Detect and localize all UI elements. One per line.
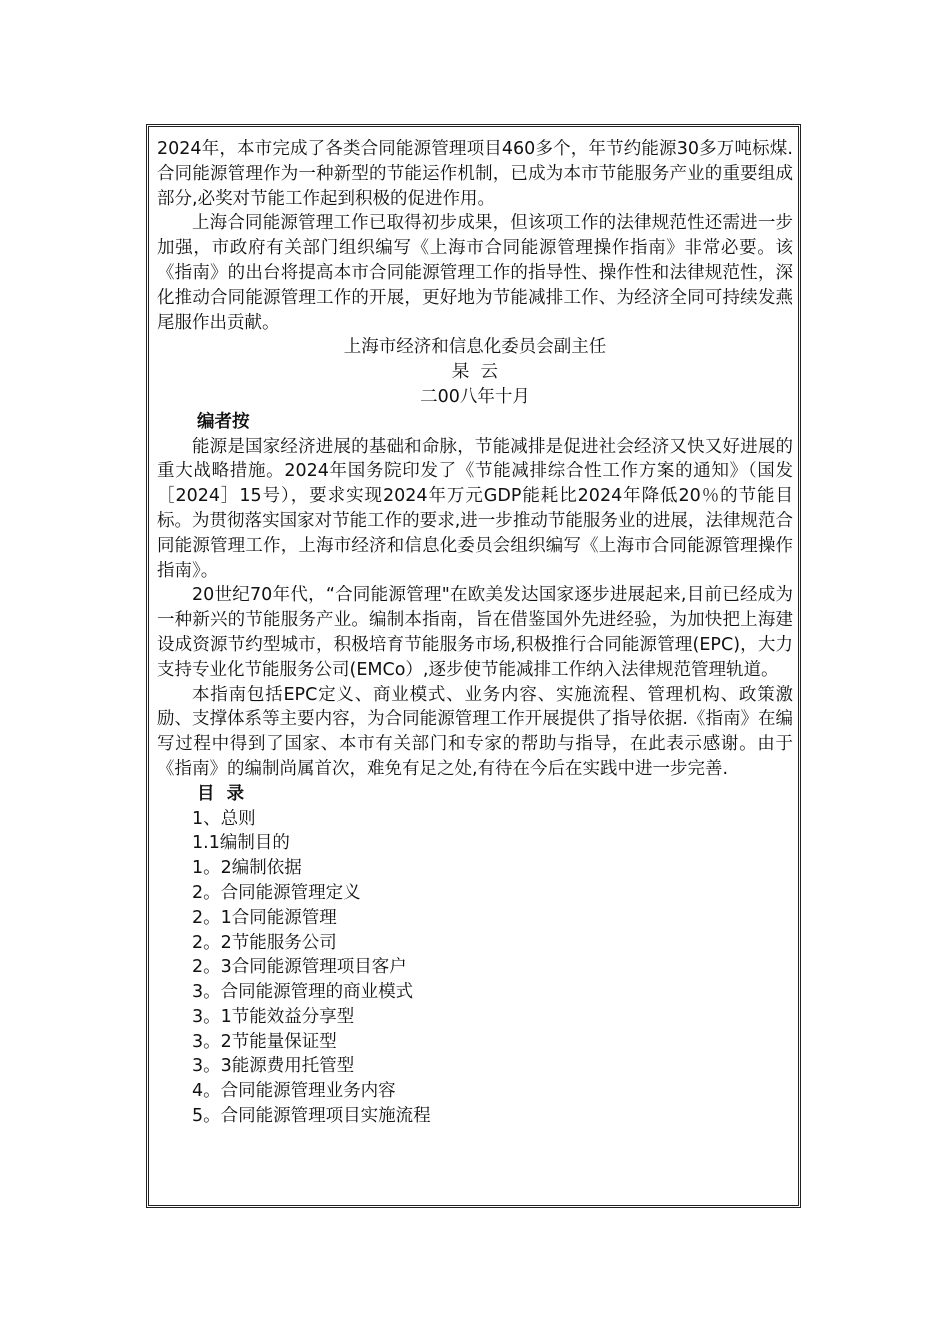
toc-heading: 目 录 [197,783,245,804]
toc-item[interactable]: 3。合同能源管理的商业模式 [192,982,414,1003]
toc-item[interactable]: 1.1编制目的 [192,833,290,854]
toc-item[interactable]: 1、总则 [192,808,256,829]
editor-note-paragraph-3: 本指南包括EPC定义、商业模式、业务内容、实施流程、管理机构、政策激励、支撑体系等主要内容，为合同能源管理工作开展提供了指导依据.《指南》在编写过程中得到了国家、本市有关部门和专家的帮助与指导，在此表示感谢。由于《指南》的编制尚属首次，难免有足之处,有待在今后在实践中进一步完善. [157,684,793,779]
document-body [157,137,793,1129]
toc-item[interactable]: 5。合同能源管理项目实施流程 [192,1106,431,1127]
toc-item[interactable]: 2。2节能服务公司 [192,932,337,953]
toc-item[interactable]: 2。3合同能源管理项目客户 [192,957,407,978]
editor-note-paragraph-2: 20世纪70年代，“合同能源管理"在欧美发达国家逐步进展起来,目前已经成为一种新兴的节能服务产业。编制本指南，旨在借鉴国外先进经验，为加快把上海建设成资源节约型城市，积极培育节能服务市场,积极推行合同能源管理(EPC)，大力支持专业化节能服务公司(EMCo）,逐步使节能减排工作纳入法律规范管理轨道。 [157,585,793,680]
editor-note-paragraph-1: 能源是国家经济进展的基础和命脉，节能减排是促进社会经济又快又好进展的重大战略措施。2024年国务院印发了《节能减排综合性工作方案的通知》（国发［2024］15号），要求实现2024年万元GDP能耗比2024年降低20％的节能目标。为贯彻落实国家对节能工作的要求,进一步推动节能服务业的进展，法律规范合同能源管理工作，上海市经济和信息化委员会组织编写《上海市合同能源管理操作指南》。 [157,436,793,581]
preface-paragraph-1: 2024年，本市完成了各类合同能源管理项目460多个，年节约能源30多万吨标煤.合同能源管理作为一种新型的节能运作机制，已成为本市节能服务产业的重要组成部分,必奖对节能工作起到积极的促进作用。 [157,139,793,209]
signature-date: 二00八年十月 [420,386,530,407]
editor-note-heading: 编者按 [197,411,250,432]
toc-item[interactable]: 4。合同能源管理业务内容 [192,1081,396,1102]
toc-item[interactable]: 1。2编制依据 [192,858,302,879]
signature-title: 上海市经济和信息化委员会副主任 [343,337,607,358]
toc-item[interactable]: 3。2节能量保证型 [192,1031,337,1052]
toc-item[interactable]: 2。1合同能源管理 [192,907,337,928]
toc-item[interactable]: 2。合同能源管理定义 [192,882,361,903]
toc-item[interactable]: 3。1节能效益分享型 [192,1006,355,1027]
toc-item[interactable]: 3。3能源费用托管型 [192,1056,355,1077]
signature-name: 杲 云 [451,362,499,383]
toc-list [157,807,793,1129]
preface-paragraph-2: 上海合同能源管理工作已取得初步成果，但该项工作的法律规范性还需进一步加强，市政府有关部门组织编写《上海市合同能源管理操作指南》非常必要。该《指南》的出台将提高本市合同能源管理工作的指导性、操作性和法律规范性，深化推动合同能源管理工作的开展，更好地为节能减排工作、为经济全同可持续发燕尾服作出贡献。 [157,213,793,333]
